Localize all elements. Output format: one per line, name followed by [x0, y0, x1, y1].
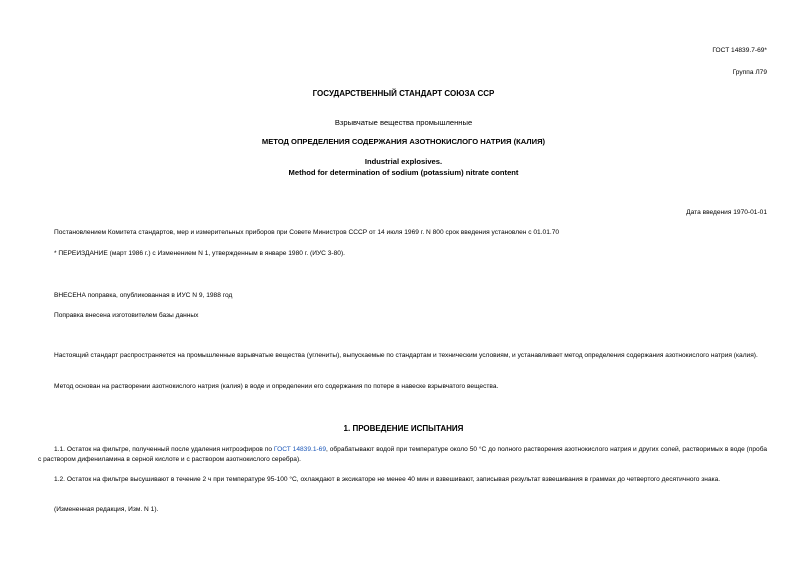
- paragraph-1-1-text-end: , обрабатывают водой при температуре около 50 °С до полного растворения азотнокислого натрия и других солей, растворимых в воде (проба с раствором дифениламина в серной кислоте и с раствором азотнокислого серебра).: [38, 446, 767, 463]
- amendment-remark: (Измененная редакция, Изм. N 1).: [54, 506, 159, 513]
- database-note: Поправка внесена изготовителем базы данных: [54, 312, 199, 319]
- method-basis-paragraph: Метод основан на растворении азотнокислого натрия (калия) в воде и определении его содержания по потере в навеске взрывчатого вещества.: [54, 383, 499, 390]
- section-heading: 1. ПРОВЕДЕНИЕ ИСПЫТАНИЯ: [343, 424, 464, 433]
- paragraph-1-1-text-start: 1.1. Остаток на фильтре, полученный после удаления нитроэфиров по: [54, 446, 274, 453]
- english-title-line1: Industrial explosives.: [364, 157, 443, 166]
- gost-reference-link[interactable]: ГОСТ 14839.1-69: [273, 446, 327, 453]
- standard-title: ГОСУДАРСТВЕННЫЙ СТАНДАРТ СОЮЗА ССР: [312, 89, 495, 98]
- paragraph-1-1: [38, 445, 767, 465]
- english-title-line2: Method for determination of sodium (potassium) nitrate content: [288, 168, 519, 177]
- paragraph-1-2: 1.2. Остаток на фильтре высушивают в течение 2 ч при температуре 95-100 °С, охлаждают в эксикаторе не менее 40 мин и взвешивают, записывая результат взвешивания в граммах до четвертого десятичного знака.: [54, 476, 721, 483]
- reissue-note: * ПЕРЕИЗДАНИЕ (март 1986 г.) с Изменением N 1, утвержденным в январе 1980 г. (ИУС 3-80).: [54, 250, 345, 257]
- method-title: МЕТОД ОПРЕДЕЛЕНИЯ СОДЕРЖАНИЯ АЗОТНОКИСЛОГО НАТРИЯ (КАЛИЯ): [261, 137, 546, 146]
- scope-paragraph: Настоящий стандарт распространяется на промышленные взрывчатые вещества (углениты), выпускаемые по стандартам и техническим условиям, и устанавливает метод определения содержания азотнокислого натрия (калия).: [54, 352, 758, 359]
- subject-title: Взрывчатые вещества промышленные: [334, 118, 473, 127]
- amendment-note: ВНЕСЕНА поправка, опубликованная в ИУС N 9, 1988 год: [54, 292, 233, 299]
- gost-code: ГОСТ 14839.7-69*: [712, 47, 767, 54]
- group-code: Группа Л79: [732, 69, 767, 76]
- introduction-date: Дата введения 1970-01-01: [686, 209, 767, 216]
- decree-note: Постановлением Комитета стандартов, мер и измерительных приборов при Совете Министров СССР от 14 июля 1969 г. N 800 срок введения установлен с 01.01.70: [54, 229, 560, 236]
